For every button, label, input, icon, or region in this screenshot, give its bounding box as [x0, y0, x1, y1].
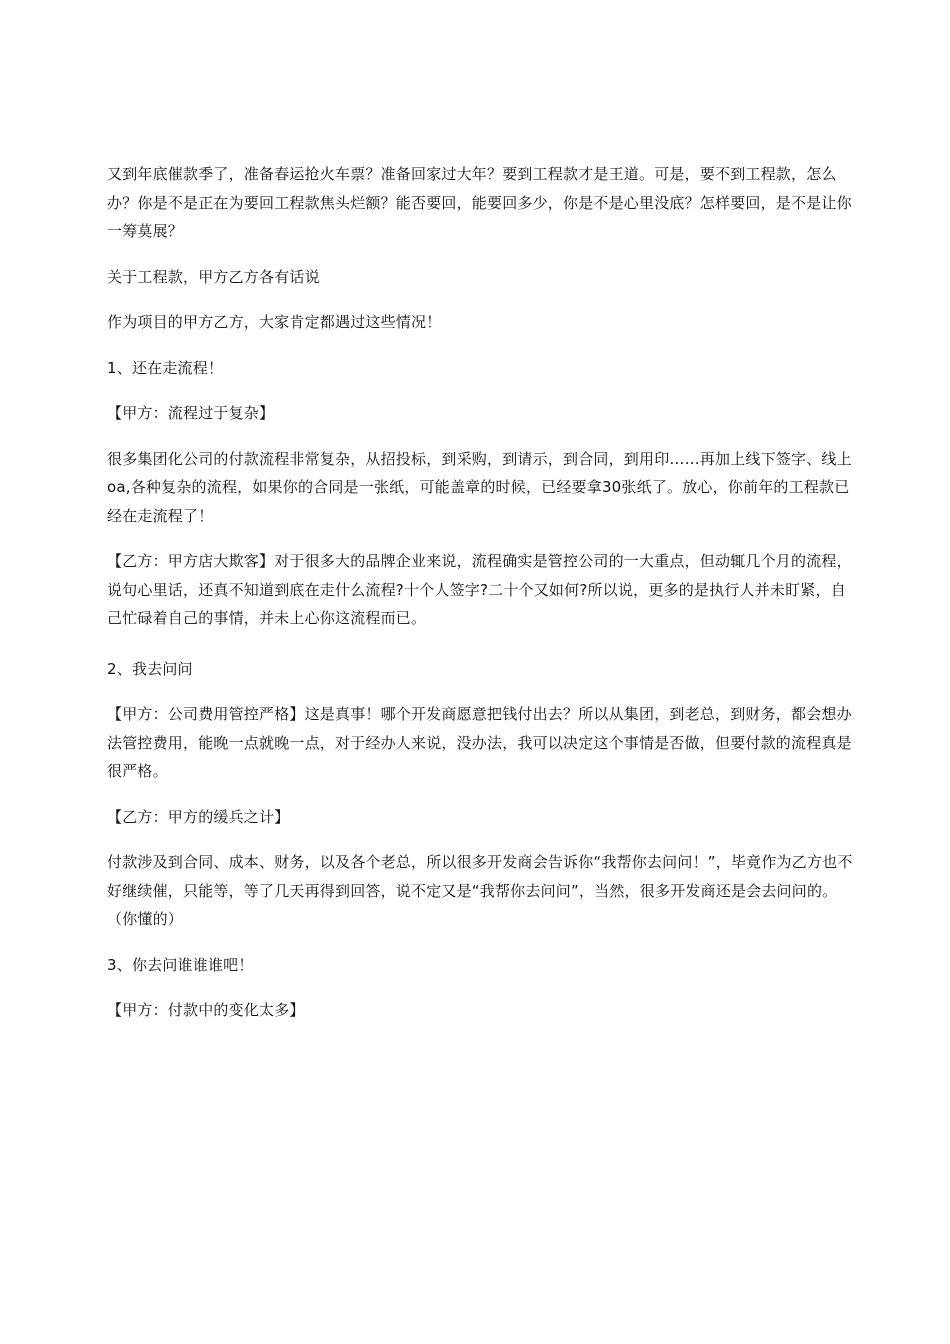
- section-heading-1: 1、还在走流程！: [107, 358, 224, 377]
- section-heading-2: 2、我去问问: [107, 659, 193, 678]
- section-heading-3: 3、你去问谁谁谁吧！: [107, 955, 254, 974]
- intro-paragraph: 又到年底催款季了，准备春运抢火车票？准备回家过大年？要到工程款才是王道。可是，要不到工程款，怎么办？你是不是正在为要回工程款焦头烂额？能否要回，能要回多少，你是不是心里没底？怎样要回，是不是让你一筹莫展？: [107, 165, 852, 240]
- party-a-heading-1: 【甲方：流程过于复杂】: [107, 404, 275, 422]
- party-b-paragraph-2: 付款涉及到合同、成本、财务，以及各个老总，所以很多开发商会告诉你“我帮你去问问！”，毕竟作为乙方也不好继续催，只能等，等了几天再得到回答，说不定又是“我帮你去问问”，当然，很多开发商还是会去问问的。（你懂的）: [107, 853, 853, 928]
- subtitle-both-sides: 关于工程款，甲方乙方各有话说: [107, 267, 320, 286]
- party-a-paragraph-2: 【甲方：公司费用管控严格】这是真事！哪个开发商愿意把钱付出去？所以从集团，到老总，到财务，都会想办法管控费用，能晚一点就晚一点，对于经办人来说，没办法，我可以决定这个事情是否做，但要付款的流程真是很严格。: [107, 705, 852, 780]
- lead-sentence: 作为项目的甲方乙方，大家肯定都遇过这些情况！: [107, 313, 442, 331]
- party-a-heading-3: 【甲方：付款中的变化太多】: [107, 1001, 305, 1019]
- party-a-paragraph-1: 很多集团化公司的付款流程非常复杂，从招投标，到采购，到请示，到合同，到用印……再加上线下签字、线上oa,各种复杂的流程，如果你的合同是一张纸，可能盖章的时候，已经要拿30张纸了。放心，你前年的工程款已经在走流程了！: [107, 449, 852, 525]
- party-b-paragraph-1: 【乙方：甲方店大欺客】对于很多大的品牌企业来说，流程确实是管控公司的一大重点，但动辄几个月的流程，说句心里话，还真不知道到底在走什么流程?十个人签字?二十个又如何?所以说，更多的是执行人并未盯紧，自己忙碌着自己的事情，并未上心你这流程而已。: [107, 552, 852, 627]
- party-b-heading-2: 【乙方：甲方的缓兵之计】: [107, 807, 290, 826]
